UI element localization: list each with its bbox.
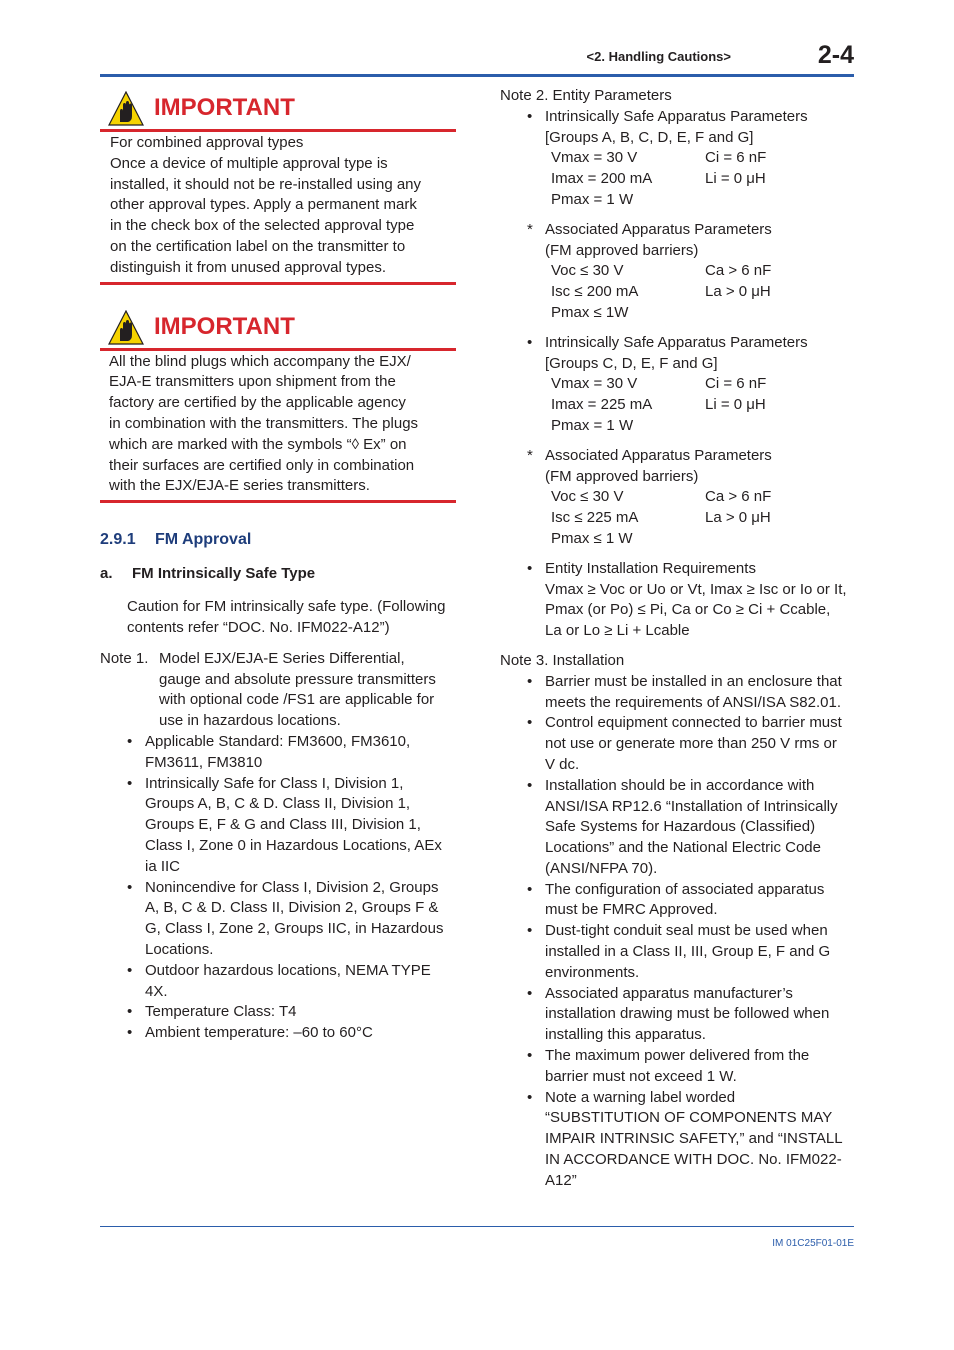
warning-hand-icon: [108, 91, 144, 127]
text-line: For combined approval types: [110, 134, 304, 151]
text-line: Applicable Standard: FM3600, FM3610,: [145, 732, 411, 750]
text-line: G, Class I, Zone 2, Groups IIC, in Hazardous: [145, 920, 444, 938]
important-title: IMPORTANT: [154, 94, 295, 121]
param-value: Voc ≤ 30 V: [551, 262, 624, 280]
list-item: • Note a warning label worded “SUBSTITUTION OF COMPONENTS MAY IMPAIR INTRINSIC SAFETY,” and “INSTALL IN ACCORDANCE WITH DOC. No. IFM022- A12”: [500, 1088, 860, 1192]
text-line: (FM approved barriers): [545, 241, 699, 259]
footer-rule: [100, 1226, 854, 1227]
param-value: Ca > 6 nF: [705, 488, 772, 506]
text-line: La or Lo ≥ Li + Lcable: [545, 622, 690, 640]
list-item: • Dust-tight conduit seal must be used when installed in a Class II, III, Group E, F and G environments.: [500, 921, 860, 983]
text-line: Intrinsically Safe Apparatus Parameters: [545, 107, 808, 125]
text-line: Locations” and the National Electric Code: [545, 839, 821, 857]
text-line: installed, it should not be re-installed using any: [110, 175, 422, 193]
text-line: The configuration of associated apparatus: [545, 880, 825, 898]
param-value: Vmax = 30 V: [551, 149, 638, 167]
param-value: Pmax = 1 W: [551, 190, 634, 208]
param-value: Ci = 6 nF: [705, 375, 767, 393]
important-header: [100, 88, 456, 132]
param-value: La > 0 μH: [705, 509, 771, 527]
text-line: use in hazardous locations.: [159, 712, 341, 730]
param-value: Isc ≤ 225 mA: [551, 509, 639, 527]
list-item: • The configuration of associated apparatus must be FMRC Approved.: [500, 880, 860, 922]
list-item: • Applicable Standard: FM3600, FM3610, FM3611, FM3810: [100, 732, 456, 774]
left-column: [100, 88, 456, 1044]
important-text: [100, 132, 456, 282]
text-line: in combination with the transmitters. The plugs: [109, 414, 419, 432]
text-line: Note a warning label worded: [545, 1088, 736, 1106]
param-value: Ca > 6 nF: [705, 262, 772, 280]
note-2-label: Note 2. Entity Parameters: [500, 87, 672, 104]
param-value: Imax = 200 mA: [551, 170, 653, 188]
list-item: [500, 333, 860, 437]
text-line: [Groups A, B, C, D, E, F and G]: [545, 128, 754, 146]
section-number: 2.9.1: [100, 531, 136, 549]
note-label: Note 1.: [100, 649, 149, 667]
important-title: IMPORTANT: [154, 312, 295, 340]
text-line: Intrinsically Safe Apparatus Parameters: [545, 333, 808, 351]
parameter-grid: [545, 148, 860, 210]
list-item: [500, 220, 860, 324]
text-line: Control equipment connected to barrier must: [545, 714, 842, 732]
text-line: contents refer “DOC. No. IFM022-A12”): [127, 618, 390, 636]
subsection-heading: [100, 563, 456, 585]
list-item: [500, 107, 860, 211]
text-line: Nonincendive for Class I, Division 2, Groups: [145, 878, 439, 896]
header-rule: [100, 74, 854, 77]
note-3-label: Note 3. Installation: [500, 651, 625, 669]
text-line: IMPAIR INTRINSIC SAFETY,” and “INSTALL: [545, 1130, 843, 1148]
text-line: All the blind plugs which accompany the EJX/: [109, 352, 411, 370]
list-item: • Associated apparatus manufacturer’s installation drawing must be followed when installing this apparatus.: [500, 984, 860, 1046]
text-line: installed in a Class II, III, Group E, F and G: [545, 943, 831, 961]
param-value: [705, 303, 825, 324]
text-line: Once a device of multiple approval type is: [110, 154, 388, 172]
list-item: • Intrinsically Safe for Class I, Division 1, Groups A, B, C & D. Class II, Division 1, Groups E, F & G and Class III, Division 1, Class I, Zone 0 in Hazardous Locations, AEx ia IIC: [100, 774, 456, 878]
param-value: [705, 190, 825, 211]
text-line: Class I, Zone 0 in Hazardous Locations, AEx: [145, 836, 442, 854]
text-line: Pmax (or Po) ≤ Pi, Ca or Co ≥ Ci + Ccable,: [545, 601, 831, 619]
text-line: other approval types. Apply a permanent mark: [110, 196, 417, 214]
text-line: A12”: [545, 1171, 577, 1189]
section-heading: [100, 529, 456, 551]
text-line: Locations.: [145, 940, 214, 958]
note-body: [100, 649, 456, 732]
param-value: Li = 0 μH: [705, 396, 766, 414]
text-line: Associated apparatus manufacturer’s: [545, 984, 793, 1002]
important-bottom-rule: [100, 500, 456, 503]
text-line: (FM approved barriers): [545, 467, 699, 485]
bullet-marker: •: [527, 559, 533, 577]
text-line: on the certification label on the transmitter to: [110, 237, 406, 255]
list-item: [500, 446, 860, 550]
subsection-letter: a.: [100, 565, 113, 583]
text-line: Model EJX/EJA-E Series Differential,: [159, 649, 405, 667]
text-line: in the check box of the selected approval type: [110, 217, 415, 235]
text-line: Temperature Class: T4: [145, 1003, 297, 1021]
bullet-marker: *: [527, 446, 533, 464]
important-bottom-rule: [100, 282, 456, 285]
param-value: [705, 416, 825, 437]
parameter-grid: [545, 487, 860, 549]
param-value: Pmax ≤ 1 W: [551, 529, 633, 547]
text-line: not use or generate more than 250 V rms or: [545, 735, 837, 753]
right-column: [500, 86, 860, 1192]
param-value: Pmax = 1 W: [551, 416, 634, 434]
param-value: Pmax ≤ 1W: [551, 303, 629, 321]
text-line: (ANSI/NFPA 70).: [545, 859, 658, 877]
text-line: environments.: [545, 963, 640, 981]
param-value: Isc ≤ 200 mA: [551, 283, 639, 301]
param-value: Imax = 225 mA: [551, 396, 653, 414]
important-text: [100, 351, 456, 501]
text-line: must be FMRC Approved.: [545, 901, 718, 919]
text-line: meets the requirements of ANSI/ISA S82.01.: [545, 693, 841, 711]
param-value: La > 0 μH: [705, 283, 771, 301]
warning-hand-icon: [108, 310, 144, 346]
text-line: installing this apparatus.: [545, 1026, 706, 1044]
text-line: Barrier must be installed in an enclosure that: [545, 672, 842, 690]
text-line: Dust-tight conduit seal must be used when: [545, 922, 828, 940]
text-line: Safe Systems for Hazardous (Classified): [545, 818, 816, 836]
text-line: 4X.: [145, 982, 168, 1000]
page-number: 2-4: [817, 41, 854, 69]
parameter-grid: [545, 374, 860, 436]
text-line: Intrinsically Safe for Class I, Division 1,: [145, 774, 404, 792]
text-line: barrier must not exceed 1 W.: [545, 1067, 737, 1085]
note-1: [100, 649, 456, 1044]
param-value: [705, 529, 825, 550]
bullet-marker: •: [527, 107, 533, 125]
list-item: • Control equipment connected to barrier must not use or generate more than 250 V rms or V dc.: [500, 713, 860, 775]
text-line: distinguish it from unused approval types.: [110, 258, 386, 276]
param-value: Voc ≤ 30 V: [551, 488, 624, 506]
text-line: FM3611, FM3810: [145, 753, 263, 771]
text-line: IN ACCORDANCE WITH DOC. No. IFM022-: [545, 1151, 842, 1169]
caution-paragraph: [100, 597, 456, 639]
text-line: which are marked with the symbols “◊ Ex” on: [109, 435, 407, 453]
text-line: Caution for FM intrinsically safe type. (Following: [127, 598, 446, 616]
list-item: [500, 559, 860, 642]
text-line: gauge and absolute pressure transmitters: [159, 670, 436, 688]
text-line: Associated Apparatus Parameters: [545, 446, 772, 464]
text-line: The maximum power delivered from the: [545, 1047, 810, 1065]
bullet-marker: •: [527, 333, 533, 351]
subsection-title: FM Intrinsically Safe Type: [132, 565, 316, 583]
text-line: A, B, C & D. Class II, Division 2, Groups F &: [145, 899, 439, 917]
text-line: their surfaces are certified only in combination: [109, 456, 415, 474]
header-section: <2. Handling Cautions>: [586, 49, 731, 64]
text-line: “SUBSTITUTION OF COMPONENTS MAY: [545, 1109, 833, 1127]
text-line: Groups E, F & G and Class III, Division 1,: [145, 816, 421, 834]
text-line: Installation should be in accordance with: [545, 776, 815, 794]
text-line: V dc.: [545, 755, 580, 773]
note1-bullet-list: [100, 732, 456, 1044]
text-line: ANSI/ISA RP12.6 “Installation of Intrinsically: [545, 797, 838, 815]
param-value: Ci = 6 nF: [705, 149, 767, 167]
text-line: Associated Apparatus Parameters: [545, 220, 772, 238]
important-header: [100, 307, 456, 351]
text-line: EJA-E transmitters upon shipment from the: [109, 373, 396, 391]
list-item: • Ambient temperature: –60 to 60°C: [100, 1023, 456, 1044]
list-item: • Outdoor hazardous locations, NEMA TYPE 4X.: [100, 961, 456, 1003]
text-line: Groups A, B, C & D. Class II, Division 1,: [145, 795, 411, 813]
param-value: Vmax = 30 V: [551, 375, 638, 393]
section-title: FM Approval: [155, 531, 252, 549]
list-item: • Installation should be in accordance with ANSI/ISA RP12.6 “Installation of Intrinsically Safe Systems for Hazardous (Classified) Locations” and the National Electric Code (ANSI/NFPA 70).: [500, 776, 860, 880]
list-item: • Barrier must be installed in an enclosure that meets the requirements of ANSI/ISA S82.01.: [500, 672, 860, 714]
param-value: Li = 0 μH: [705, 170, 766, 188]
parameter-grid: [545, 261, 860, 323]
text-line: factory are certified by the applicable agency: [109, 394, 406, 412]
important-box-1: [100, 88, 456, 285]
text-line: with optional code /FS1 are applicable for: [159, 691, 435, 709]
text-line: with the EJX/EJA-E series transmitters.: [109, 477, 370, 495]
list-item: • Temperature Class: T4: [100, 1002, 456, 1023]
bullet-marker: *: [527, 220, 533, 238]
list-item: • Nonincendive for Class I, Division 2, Groups A, B, C & D. Class II, Division 2, Groups F & G, Class I, Zone 2, Groups IIC, in Hazardous Locations.: [100, 878, 456, 961]
text-line: ia IIC: [145, 857, 181, 875]
list-item: • The maximum power delivered from the barrier must not exceed 1 W.: [500, 1046, 860, 1088]
note3-list: [500, 672, 860, 1192]
text-line: Vmax ≥ Voc or Uo or Vt, Imax ≥ Isc or Io or It,: [545, 580, 847, 598]
text-line: Outdoor hazardous locations, NEMA TYPE: [145, 961, 431, 979]
text-line: Entity Installation Requirements: [545, 559, 756, 577]
text-line: [Groups C, D, E, F and G]: [545, 354, 718, 372]
important-box-2: [100, 307, 456, 504]
text-line: Ambient temperature: –60 to 60°C: [145, 1024, 373, 1042]
doc-number: IM 01C25F01-01E: [772, 1238, 854, 1249]
text-line: installation drawing must be followed when: [545, 1005, 830, 1023]
note2-list: [500, 107, 860, 642]
